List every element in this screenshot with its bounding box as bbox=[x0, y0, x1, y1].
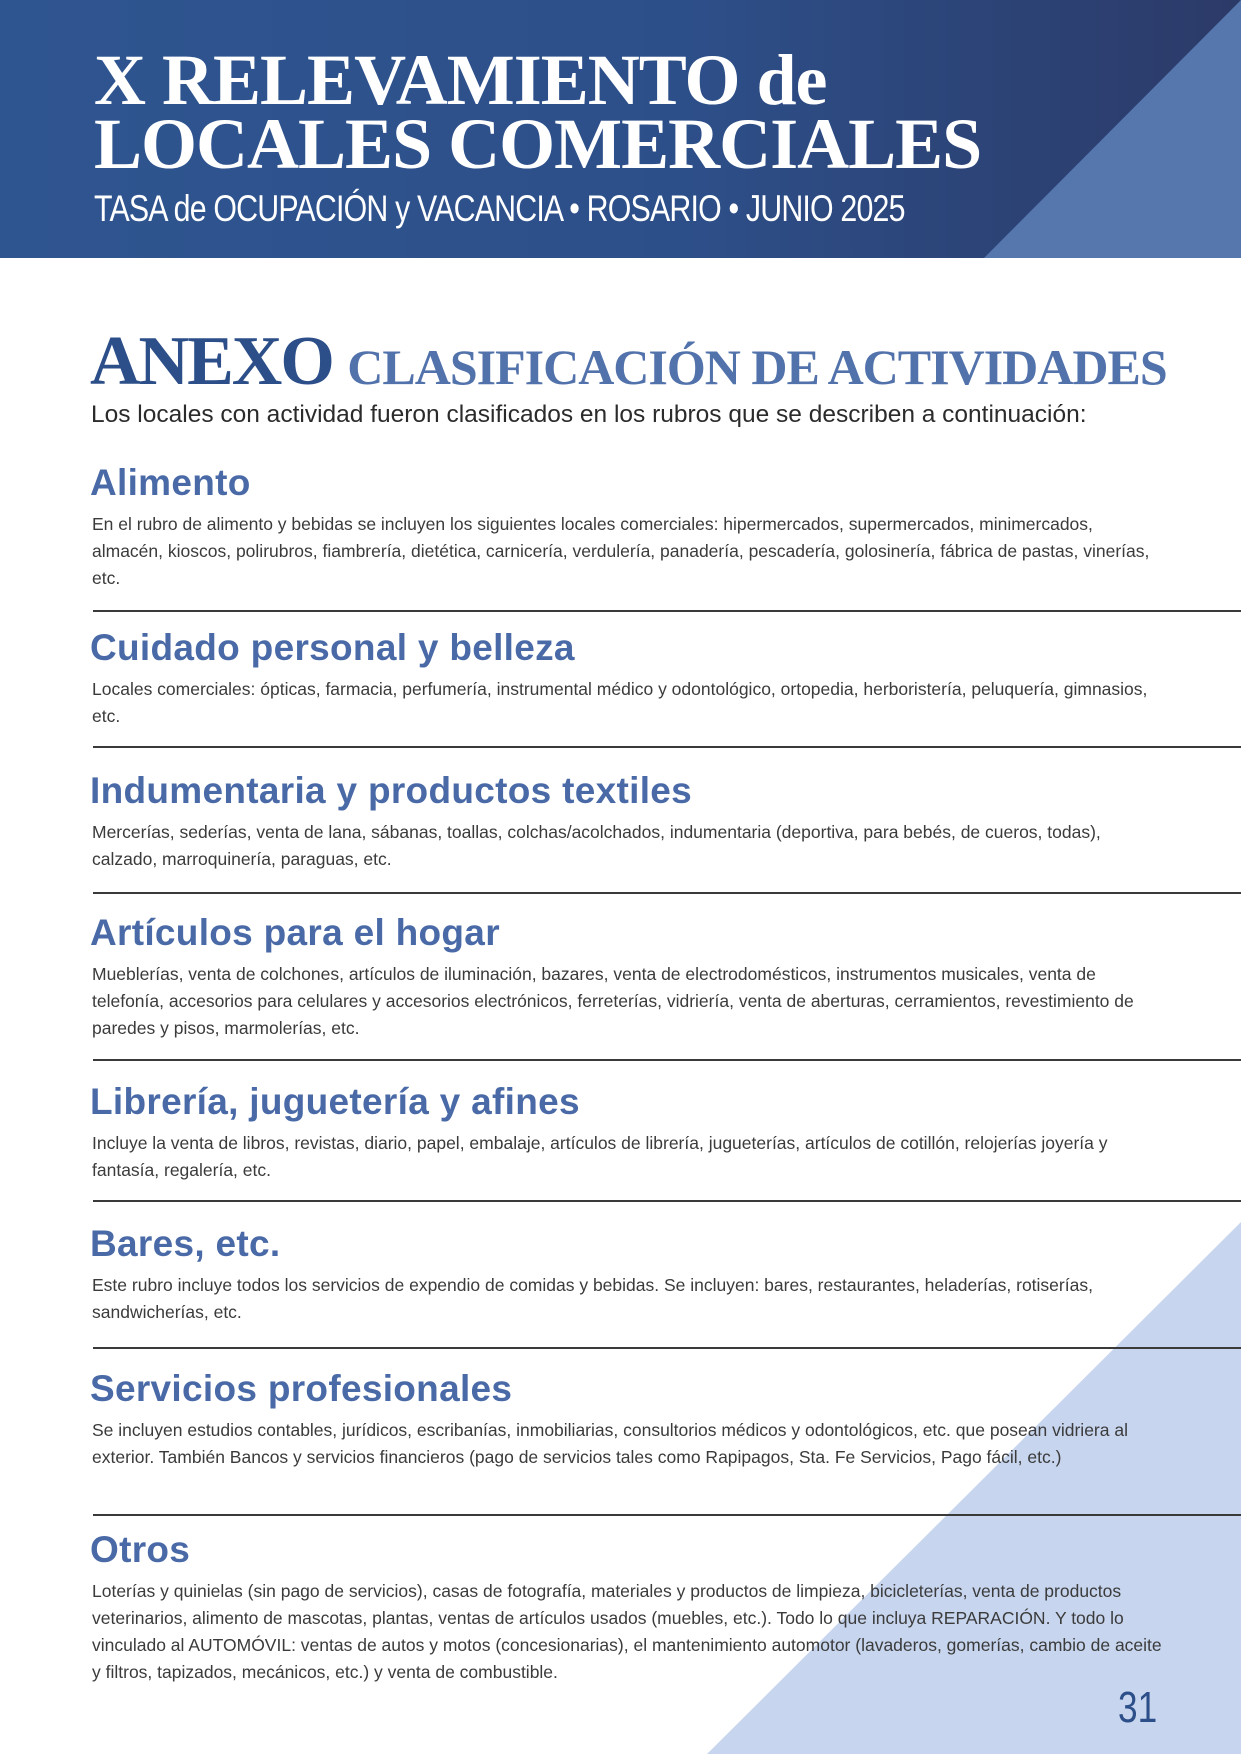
section-body: Mueblerías, venta de colchones, artículos de iluminación, bazares, venta de electrodomésticos, instrumentos musicales, venta de telefonía, accesorios para celulares y accesorios electrónicos, ferreterías, vidriería, venta de aberturas, cerramientos, revestimiento de paredes y pisos, marmolerías, etc. bbox=[92, 964, 1134, 1038]
section-indumentaria bbox=[90, 769, 1150, 873]
section-body: Incluye la venta de libros, revistas, diario, papel, embalaje, artículos de librería, jugueterías, artículos de cotillón, relojerías joyería y fantasía, regalería, etc. bbox=[92, 1133, 1108, 1180]
report-title-line2: LOCALES COMERCIALES bbox=[94, 104, 982, 184]
section-servicios-profesionales bbox=[90, 1367, 1150, 1471]
section-divider bbox=[93, 610, 1241, 612]
section-body: Se incluyen estudios contables, jurídicos, escribanías, inmobiliarias, consultorios médicos y odontológicos, etc. que posean vidriera al exterior. También Bancos y servicios financieros (pago de servicios tales como Rapipagos, Sta. Fe Servicios, Pago fácil, etc.) bbox=[92, 1420, 1128, 1467]
section-heading: Bares, etc. bbox=[90, 1223, 281, 1264]
section-heading: Cuidado personal y belleza bbox=[90, 627, 575, 668]
annex-label: ANEXO bbox=[90, 323, 333, 400]
annex-title: CLASIFICACIÓN DE ACTIVIDADES bbox=[347, 339, 1167, 395]
section-heading: Servicios profesionales bbox=[90, 1368, 513, 1409]
report-subtitle: TASA de OCUPACIÓN y VACANCIA • ROSARIO • JUNIO 2025 bbox=[94, 188, 905, 229]
annex-heading bbox=[90, 322, 1167, 402]
section-heading: Indumentaria y productos textiles bbox=[90, 770, 693, 811]
section-heading: Librería, juguetería y afines bbox=[90, 1081, 580, 1122]
section-body: Locales comerciales: ópticas, farmacia, perfumería, instrumental médico y odontológico, ortopedia, herboristería, peluquería, gimnasios, etc. bbox=[92, 679, 1148, 726]
report-title-line1: X RELEVAMIENTO de bbox=[94, 40, 827, 120]
annex-intro: Los locales con actividad fueron clasificados en los rubros que se describen a continuación: bbox=[91, 401, 1087, 428]
section-body: Este rubro incluye todos los servicios de expendio de comidas y bebidas. Se incluyen: bares, restaurantes, heladerías, rotiserías, sandwicherías, etc. bbox=[92, 1275, 1093, 1322]
section-divider bbox=[93, 892, 1241, 894]
section-divider bbox=[93, 1200, 1241, 1202]
page-number: 31 bbox=[1118, 1683, 1158, 1732]
section-alimento bbox=[90, 461, 1150, 592]
section-divider bbox=[93, 746, 1241, 748]
section-body: En el rubro de alimento y bebidas se incluyen los siguientes locales comerciales: hipermercados, supermercados, minimercados, almacén, kioscos, polirubros, fiambrería, dietética, carnicería, verdulería, panadería, pescadería, golosinería, fábrica de pastas, vinerías, etc. bbox=[92, 514, 1150, 588]
section-articulos-hogar bbox=[90, 911, 1150, 1042]
section-divider bbox=[93, 1059, 1241, 1061]
section-bares bbox=[90, 1222, 1150, 1326]
section-heading: Artículos para el hogar bbox=[90, 912, 500, 953]
section-cuidado-personal bbox=[90, 626, 1150, 730]
section-libreria bbox=[90, 1080, 1150, 1184]
section-heading: Alimento bbox=[90, 462, 251, 503]
section-heading: Otros bbox=[90, 1529, 191, 1570]
section-body: Mercerías, sederías, venta de lana, sábanas, toallas, colchas/acolchados, indumentaria (deportiva, para bebés, de cueros, todas), calzado, marroquinería, paraguas, etc. bbox=[92, 822, 1101, 869]
section-divider bbox=[93, 1347, 1241, 1349]
section-body: Loterías y quinielas (sin pago de servicios), casas de fotografía, materiales y productos de limpieza, bicicleterías, venta de productos veterinarios, alimento de mascotas, plantas, ventas de artículos usados (muebles, etc.). Todo lo que incluya REPARACIÓN. Y todo lo vinculado al AUTOMÓVIL: ventas de autos y motos (concesionarias), el mantenimiento automotor (lavaderos, gomerías, cambio de aceite y filtros, tapizados, mecánicos, etc.) y venta de combustible. bbox=[92, 1581, 1162, 1682]
section-divider bbox=[93, 1514, 1241, 1516]
section-otros bbox=[90, 1528, 1162, 1686]
